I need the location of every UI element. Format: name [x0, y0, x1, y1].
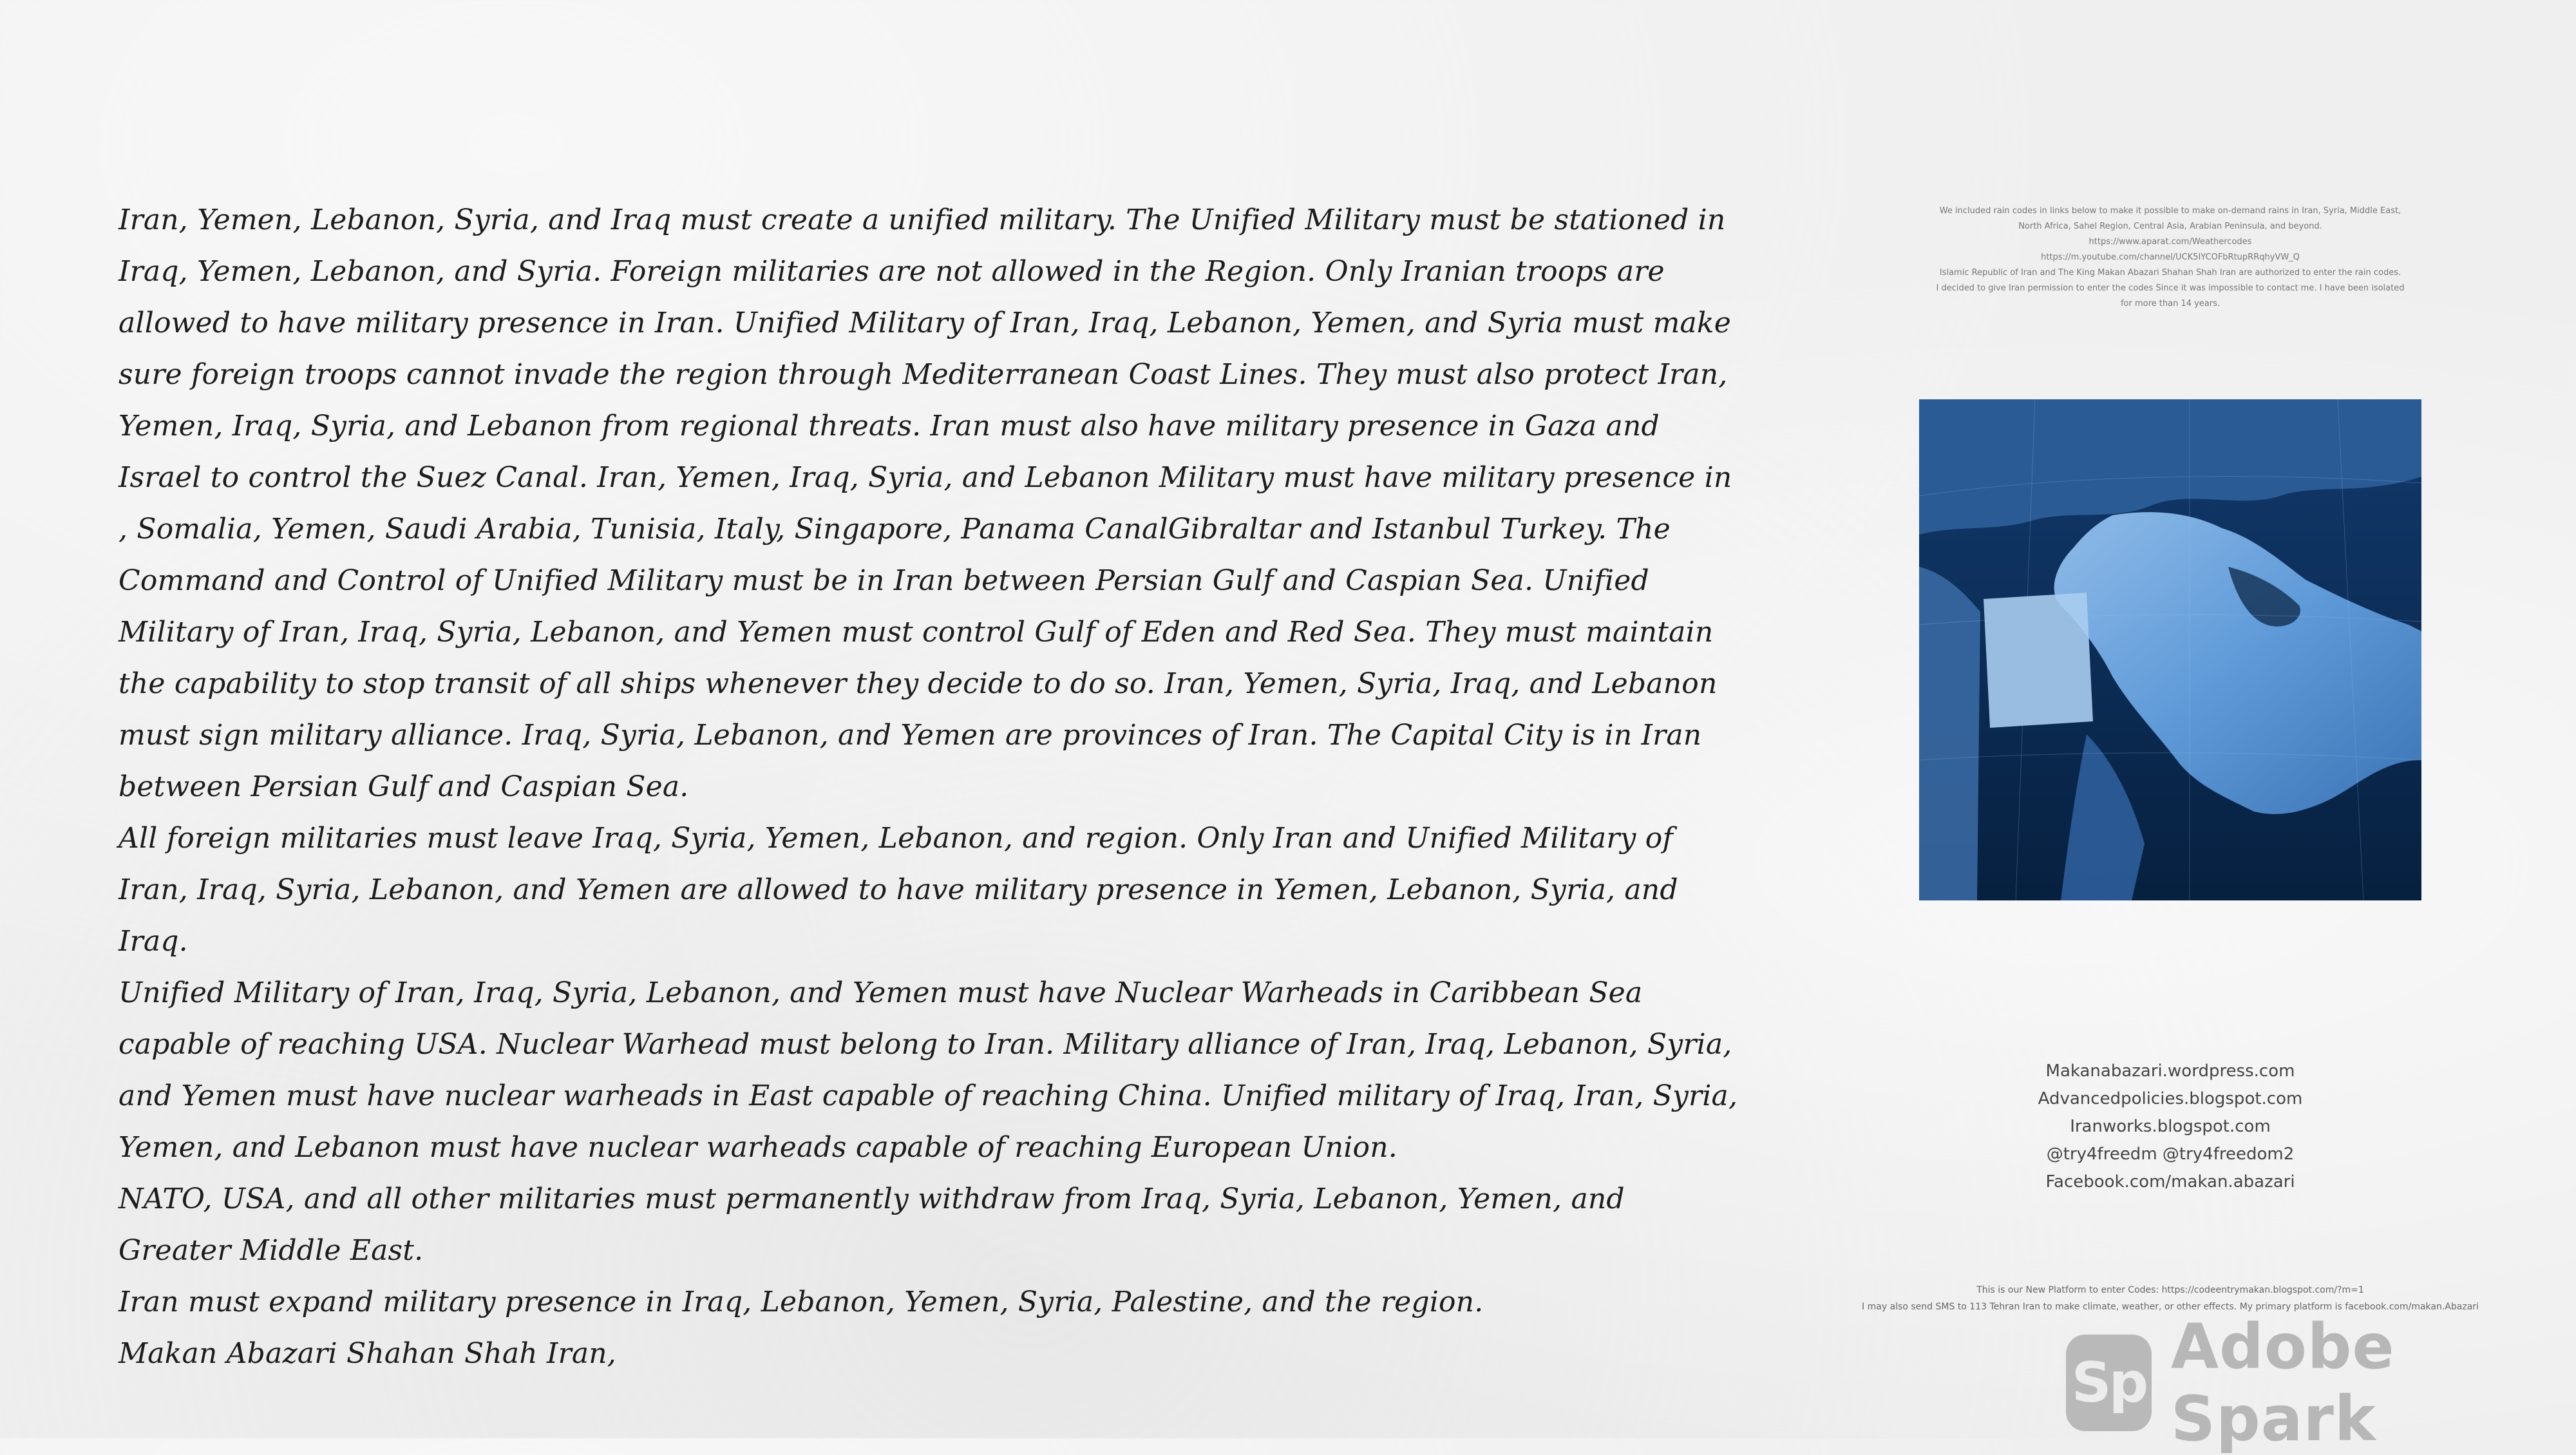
notice-line: for more than 14 years. — [2120, 299, 2221, 309]
article-body — [118, 195, 1741, 1380]
social-handles[interactable]: @try4freedm @try4freedom2 — [2046, 1145, 2295, 1164]
iranworks-link[interactable]: Iranworks.blogspot.com — [2070, 1117, 2271, 1136]
sms-note: I may also send SMS to 113 Tehran Iran to make climate, weather, or other effects. My primary platform is facebook.com/makan.Abazari — [1862, 1302, 2479, 1312]
paragraph: Iran, Yemen, Lebanon, Syria, and Iraq must create a unified military. The Unified Military must be stationed in Iraq, Yemen, Lebanon, and Syria. Foreign militaries are not allowed in the Region. Only Iranian troops are allowed to have military presence in Iran. Unified Military of Iran, Iraq, Lebanon, Yemen, and Syria must make sure foreign troops cannot invade the region through Mediterranean Coast Lines. They must also protect Iran, Yemen, Iraq, Syria, and Lebanon from regional threats. Iran must also have military presence in Gaza and Israel to control the Suez Canal. Iran, Yemen, Iraq, Syria, and Lebanon Military must have military presence in , Somalia, Yemen, Saudi Arabia, Tunisia, Italy, Singapore, Panama CanalGibraltar and Istanbul Turkey. The Command and Control of Unified Military must be in Iran between Persian Gulf and Caspian Sea. Unified Military of Iran, Iraq, Syria, Lebanon, and Yemen must control Gulf of Eden and Red Sea. They must maintain the capability to stop transit of all ships whenever they decide to do so. Iran, Yemen, Syria, Iraq, and Lebanon must sign military alliance. Iraq, Syria, Lebanon, and Yemen are provinces of Iran. The Capital City is in Iran between Persian Gulf and Caspian Sea. — [118, 204, 1732, 803]
youtube-link[interactable]: https://m.youtube.com/channel/UCK5IYCOFbRtupRRqhyVW_Q — [2041, 252, 2300, 262]
paragraph: Unified Military of Iran, Iraq, Syria, Lebanon, and Yemen must have Nuclear Warheads in Caribbean Sea capable of reaching USA. Nuclear Warhead must belong to Iran. Military alliance of Iran, Iraq, Lebanon, Syria, and Yemen must have nuclear warheads in East capable of reaching China. Unified military of Iraq, Iran, Syria, Yemen, and Lebanon must have nuclear warheads capable of reaching European Union. — [118, 976, 1738, 1164]
signature-line: Makan Abazari Shahan Shah Iran, — [118, 1337, 616, 1370]
rain-codes-notice — [1919, 204, 2421, 312]
notice-line: We included rain codes in links below to make it possible to make on-demand rains in Iran, Syria, Middle East, — [1939, 206, 2401, 216]
spark-logo-icon: Sp — [2066, 1335, 2152, 1431]
brand-name: Adobe Spark — [2170, 1311, 2395, 1455]
paragraph: NATO, USA, and all other militaries must permanently withdraw from Iraq, Syria, Lebanon, Yemen, and Greater Middle East. — [118, 1183, 1625, 1267]
paragraph: Iran must expand military presence in Iraq, Lebanon, Yemen, Syria, Palestine, and the region. — [118, 1286, 1484, 1318]
aparat-link[interactable]: https://www.aparat.com/Weathercodes — [2088, 237, 2252, 247]
adobe-spark-branding[interactable] — [2066, 1311, 2576, 1455]
notice-line: North Africa, Sahel Region, Central Asia, Arabian Peninsula, and beyond. — [2018, 222, 2322, 231]
blogspot-link[interactable]: Advancedpolicies.blogspot.com — [2038, 1089, 2303, 1108]
contact-links — [1919, 1058, 2421, 1196]
notice-line: I decided to give Iran permission to enter the codes Since it was impossible to contact me. I have been isolated — [1936, 283, 2405, 293]
wordpress-link[interactable]: Makanabazari.wordpress.com — [2045, 1061, 2295, 1081]
paragraph: All foreign militaries must leave Iraq, Syria, Yemen, Lebanon, and region. Only Iran and Unified Military of Iran, Iraq, Syria, Lebanon, and Yemen are allowed to have military presence in Yemen, Lebanon, Syria, and Iraq. — [118, 822, 1678, 958]
facebook-link[interactable]: Facebook.com/makan.abazari — [2045, 1172, 2295, 1192]
middle-east-map-image — [1919, 399, 2421, 900]
map-illustration — [1919, 399, 2421, 900]
platform-note: This is our New Platform to enter Codes: https://codeentrymakan.blogspot.com/?m=1 — [1976, 1285, 2364, 1295]
notice-line: Islamic Republic of Iran and The King Makan Abazari Shahan Shah Iran are authorized to enter the rain codes. — [1939, 268, 2401, 278]
